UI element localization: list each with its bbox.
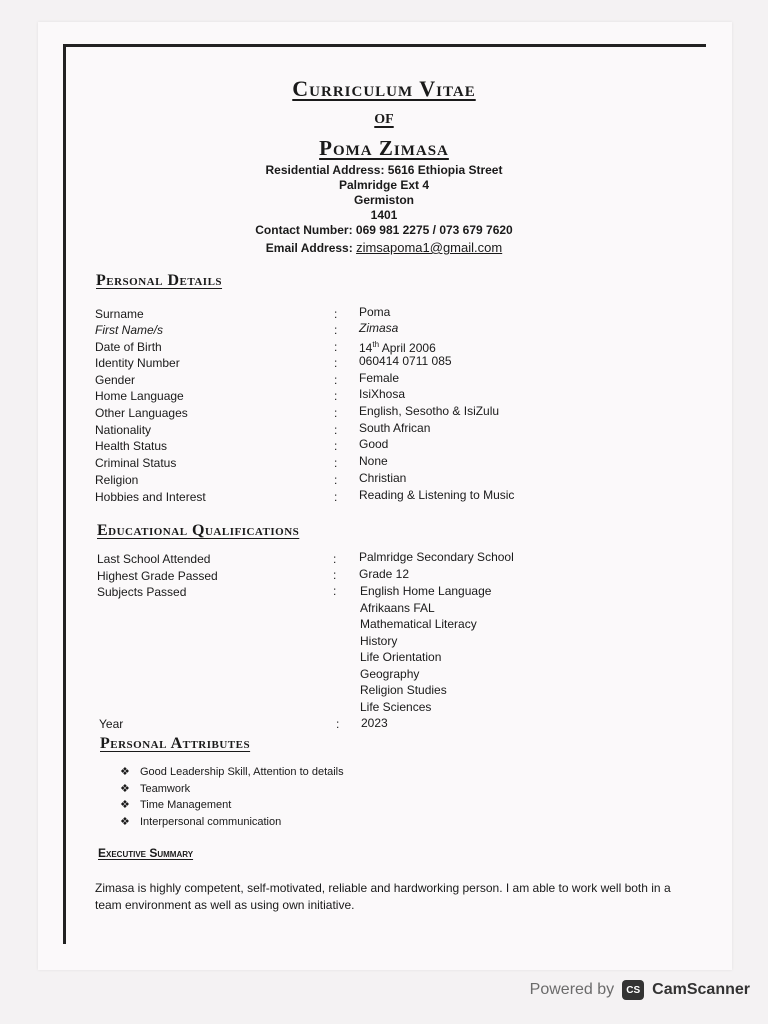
year-label: Year [99, 717, 124, 731]
detail-label: First Name/s [95, 323, 164, 337]
executive-summary-text: Zimasa is highly competent, self-motivated, reliable and hardworking person. I am able to work well both in a team environment as well as using own initiative. [95, 881, 671, 912]
year-value: 2023 [361, 716, 388, 730]
colon: : [333, 552, 337, 566]
address-line-3: Germiston [353, 193, 414, 207]
executive-summary-heading: Executive Summary [98, 846, 194, 860]
top-border-line [66, 44, 706, 47]
colon: : [334, 439, 338, 453]
subject-item: Life Sciences [360, 699, 432, 714]
personal-details-heading: Personal Details [96, 272, 223, 289]
diamond-bullet-icon: ❖ [120, 782, 130, 795]
diamond-bullet-icon: ❖ [120, 815, 130, 828]
colon: : [334, 473, 338, 487]
colon: : [333, 584, 337, 598]
subject-item: History [360, 633, 398, 648]
diamond-bullet-icon: ❖ [120, 766, 130, 778]
attribute-text: Time Management [140, 799, 232, 811]
colon: : [334, 389, 338, 403]
colon: : [334, 323, 338, 337]
subject-item: Geography [360, 666, 420, 681]
powered-by-text: Powered by [529, 981, 615, 998]
detail-label: Identity Number [95, 356, 180, 370]
education-heading: Educational Qualifications [97, 522, 300, 539]
email-line [0, 240, 768, 255]
colon: : [334, 356, 338, 370]
colon: : [334, 490, 338, 504]
attribute-item [120, 781, 344, 798]
colon: : [334, 340, 338, 354]
grade-label: Highest Grade Passed [97, 569, 218, 583]
address-line-1: Residential Address: 5616 Ethiopia Street [265, 163, 503, 177]
detail-value: Reading & Listening to Music [359, 488, 515, 502]
camscanner-watermark [530, 980, 750, 1000]
subject-item: Religion Studies [360, 683, 447, 697]
colon: : [334, 423, 338, 437]
grade-value: Grade 12 [359, 567, 410, 581]
detail-label: Home Language [95, 389, 184, 403]
detail-value: None [359, 454, 388, 468]
attribute-item [120, 797, 344, 814]
detail-value: South African [359, 421, 431, 435]
camscanner-logo-icon: CS [622, 980, 644, 1000]
camscanner-brand: CamScanner [652, 981, 750, 998]
last-school-label: Last School Attended [97, 552, 211, 566]
detail-value: Good [359, 437, 389, 451]
detail-value: Zimasa [359, 321, 399, 335]
subject-item: Life Orientation [360, 650, 442, 664]
attribute-text: Interpersonal communication [140, 815, 282, 828]
detail-value: 060414 0711 085 [359, 354, 452, 368]
subject-item: English Home Language [360, 584, 492, 598]
colon: : [333, 568, 337, 582]
detail-value: Christian [359, 471, 407, 485]
detail-value: Poma [359, 305, 391, 319]
detail-label: Date of Birth [95, 340, 162, 354]
detail-label: Surname [95, 307, 144, 321]
detail-label: Religion [95, 473, 139, 487]
colon: : [334, 406, 338, 420]
colon: : [334, 307, 338, 321]
attribute-item [120, 764, 344, 781]
detail-value: English, Sesotho & IsiZulu [359, 404, 500, 418]
attribute-text: Good Leadership Skill, Attention to details [140, 766, 344, 778]
address-line-2: Palmridge Ext 4 [338, 178, 430, 192]
cv-title: Curriculum Vitae [292, 76, 476, 101]
date-of-birth-value: 14th April 2006 [359, 340, 436, 355]
detail-label: Gender [95, 373, 136, 387]
email-link[interactable]: zimsapoma1@gmail.com [356, 240, 503, 255]
cv-of: of [374, 106, 394, 128]
subjects-label: Subjects Passed [97, 585, 187, 599]
detail-label: Nationality [95, 423, 152, 437]
attribute-item [120, 814, 344, 831]
contact-number: Contact Number: 069 981 2275 / 073 679 7620 [255, 223, 513, 237]
detail-label: Criminal Status [95, 456, 177, 470]
detail-label: Other Languages [95, 406, 188, 420]
last-school-value: Palmridge Secondary School [359, 550, 514, 564]
detail-label: Hobbies and Interest [95, 490, 206, 504]
address-line-4: 1401 [370, 208, 398, 222]
attribute-text: Teamwork [140, 782, 191, 795]
cv-name: Poma Zimasa [319, 136, 449, 160]
subject-item: Afrikaans FAL [360, 600, 435, 615]
attributes-list [120, 764, 344, 830]
detail-value: IsiXhosa [359, 387, 406, 401]
colon: : [334, 373, 338, 387]
colon: : [336, 717, 340, 731]
colon: : [334, 456, 338, 470]
detail-value: Female [359, 371, 400, 385]
diamond-bullet-icon: ❖ [120, 799, 130, 811]
detail-label: Health Status [95, 439, 168, 453]
email-label: Email Address: [265, 241, 357, 255]
attributes-heading: Personal Attributes [100, 735, 251, 752]
subject-item: Mathematical Literacy [360, 617, 477, 631]
